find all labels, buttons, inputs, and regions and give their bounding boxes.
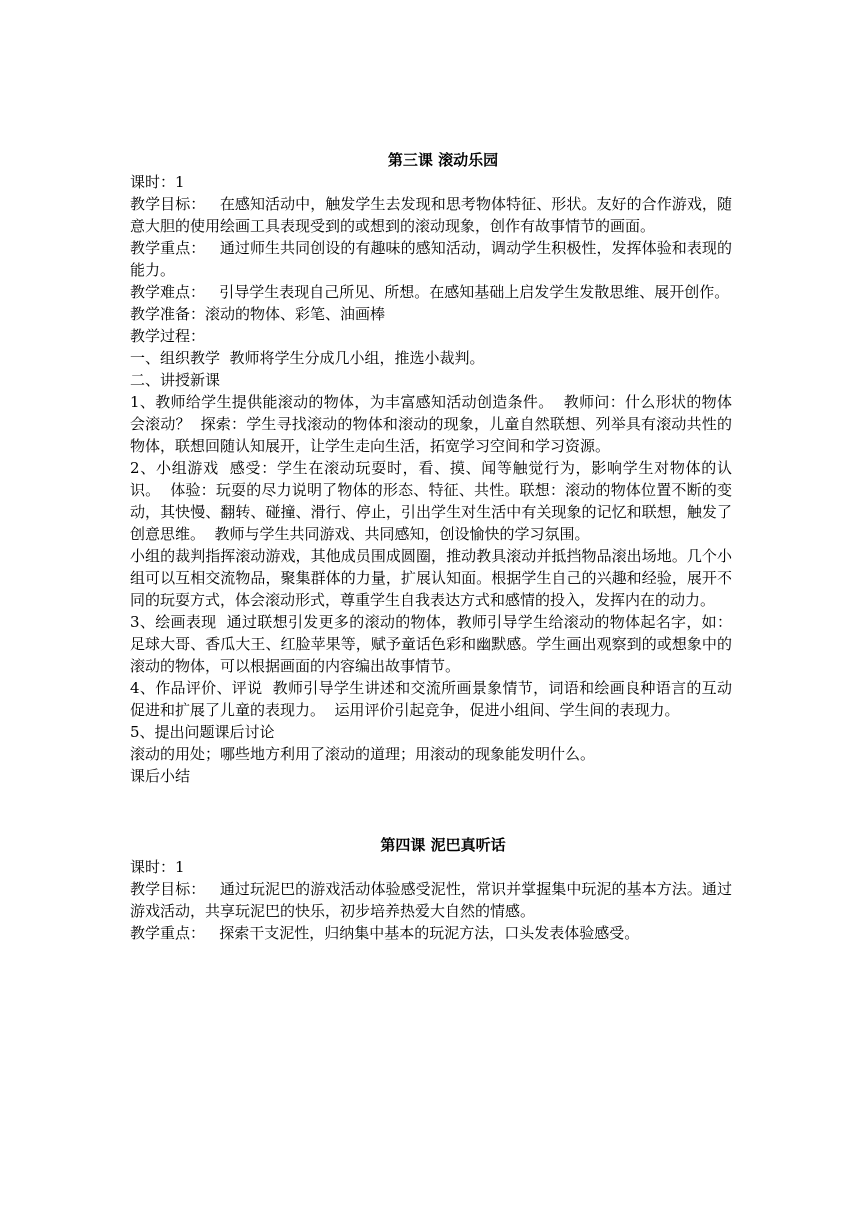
lesson3-title: 第三课 滚动乐园 [387,151,499,169]
lesson3-teaching-process-heading: 教学过程： [130,327,206,345]
lesson3-item-5: 5、提出问题课后讨论 [130,723,275,741]
lesson3-summary: 课后小结 [130,767,191,785]
lesson4-class-hours: 课时：1 [130,858,185,876]
lesson4-title: 第四课 泥巴真听话 [380,836,506,854]
lesson3-step-organize: 一、组织教学 教师将学生分成几小组，推选小裁判。 [130,349,485,367]
lesson3-teaching-preparation: 教学准备：滚动的物体、彩笔、油画棒 [130,305,386,323]
lesson3-discussion: 滚动的用处；哪些地方利用了滚动的道理；用滚动的现象能发明什么。 [130,745,596,763]
lesson3-item-4: 4、作品评价、评说 教师引导学生讲述和交流所画景象情节，词语和绘画良种语言的互动促进和扩展了儿童的表现力。 运用评价引起竞争，促进小组间、学生间的表现力。 [130,679,732,719]
lesson3-item-1: 1、教师给学生提供能滚动的物体，为丰富感知活动创造条件。 教师问：什么形状的物体会滚动？ 探索：学生寻找滚动的物体和滚动的现象，儿童自然联想、列举具有滚动共性的物体，联想回随认知展开，让学生走向生活，拓宽学习空间和学习资源。 [130,393,732,455]
document-page [130,149,732,944]
lesson3-item-2-continued: 小组的裁判指挥滚动游戏，其他成员围成圆圈，推动教具滚动并抵挡物品滚出场地。几个小组可以互相交流物品，聚集群体的力量，扩展认知面。根据学生自己的兴趣和经验，展开不同的玩耍方式，体会滚动形式，尊重学生自我表达方式和感情的投入，发挥内在的动力。 [130,547,732,609]
lesson4-teaching-focus: 教学重点： 探索干支泥性，归纳集中基本的玩泥方法，口头发表体验感受。 [130,924,640,942]
lesson3-teaching-difficulty: 教学难点： 引导学生表现自己所见、所想。在感知基础上启发学生发散思维、展开创作。 [130,283,730,301]
lesson3-step-new-lesson: 二、讲授新课 [130,371,221,389]
lesson3-item-2: 2、小组游戏 感受：学生在滚动玩耍时，看、摸、闻等触觉行为，影响学生对物体的认识。 体验：玩耍的尽力说明了物体的形态、特征、共性。联想：滚动的物体位置不断的变动，其快慢、翻转、碰撞、滑行、停止，引出学生对生活中有关现象的记忆和联想，触发了创意思维。 教师与学生共同游戏、共同感知，创设愉快的学习氛围。 [130,459,732,543]
section-spacer [130,787,732,834]
lesson3-class-hours: 课时：1 [130,173,185,191]
lesson3-teaching-goals: 教学目标： 在感知活动中，触发学生去发现和思考物体特征、形状。友好的合作游戏，随意大胆的使用绘画工具表现受到的或想到的滚动现象，创作有故事情节的画面。 [130,195,732,235]
lesson3-teaching-focus: 教学重点： 通过师生共同创设的有趣味的感知活动，调动学生积极性，发挥体验和表现的能力。 [130,239,732,279]
lesson3-item-3: 3、绘画表现 通过联想引发更多的滚动的物体，教师引导学生给滚动的物体起名字，如：足球大哥、香瓜大王、红脸苹果等，赋予童话色彩和幽默感。学生画出观察到的或想象中的滚动的物体，可以根据画面的内容编出故事情节。 [130,613,732,675]
lesson4-teaching-goals: 教学目标： 通过玩泥巴的游戏活动体验感受泥性，常识并掌握集中玩泥的基本方法。通过游戏活动，共享玩泥巴的快乐，初步培养热爱大自然的情感。 [130,880,732,920]
